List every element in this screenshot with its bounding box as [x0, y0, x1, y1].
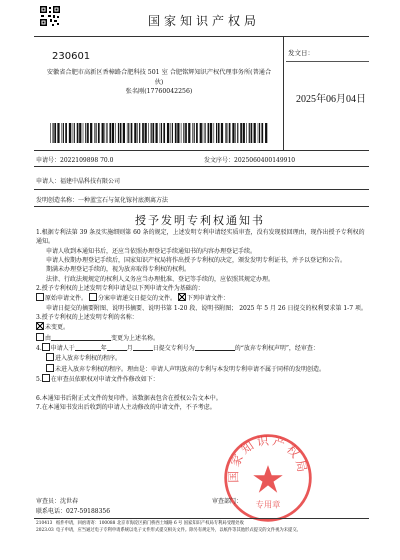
notice-title: 授予发明专利权通知书 — [135, 214, 265, 227]
applicant — [36, 176, 120, 185]
footer-divider — [34, 518, 369, 519]
checkbox-following-docs[interactable] — [178, 293, 186, 301]
svg-text:国家知识产权局: 国家知识产权局 — [226, 433, 310, 483]
checkbox-name-changed[interactable] — [36, 333, 44, 341]
postcode: 230601 — [52, 51, 91, 62]
notice-body — [36, 228, 370, 412]
review-department — [212, 497, 242, 507]
option-following-docs: 下列申请文件： — [186, 295, 229, 303]
checkbox-examiner-amend[interactable] — [42, 374, 50, 382]
clause-4b — [36, 364, 370, 374]
section-divider — [34, 206, 369, 207]
clause-7: 7.在本通知书发出后收到的申请人主动修改的申请文件，不予考虑。 — [36, 403, 216, 411]
form-version: 2023.03 — [36, 527, 54, 533]
clause-1d: 期满未办理登记手续的，视为放弃取得专利权的权利。 — [46, 266, 191, 274]
footer-note-2 — [36, 528, 376, 535]
applicant-label: 申请人： — [36, 178, 61, 185]
application-number-label: 申请号： — [36, 157, 61, 164]
examiner-info — [36, 497, 110, 517]
blank-field — [107, 344, 127, 351]
recipient-address-block — [44, 68, 274, 97]
blank-field — [195, 344, 235, 351]
checkbox-name-unchanged[interactable] — [36, 322, 44, 330]
spacer — [36, 385, 370, 394]
recipient-address: 安徽省合肥市高新区香樟路合肥科技 501 室 合肥铭辉知识产权代理事务所(普通合伙) — [46, 69, 272, 86]
clause-1b: 申请人收到本通知书后，还应当依照办理登记手续通知书的内容办理登记手续。 — [46, 247, 257, 255]
serial-number-label: 发文序号： — [204, 157, 235, 164]
clause-4-year: 年 — [100, 345, 107, 353]
review-department-label: 审查部门： — [212, 498, 243, 505]
checkbox-divisional-docs[interactable] — [89, 293, 97, 301]
clause-4: 4. 申请人于 年 月 日提交专利号为 的“放弃专利权声明”，经审查： — [36, 345, 319, 353]
issue-date-divider — [286, 61, 369, 62]
checkbox-original-docs[interactable] — [36, 293, 44, 301]
clause-2-doc-list: 申请日提交的摘要附图、说明书摘要、说明书第 1-20 段、说明书附图； 2025 年 5 月 26 日提交的权利要求第 1-7 项。 — [46, 304, 367, 312]
clause-4a — [36, 353, 370, 363]
option-waiver-not-entered: 未进入放弃专利权的程序。理由是：申请人声明放弃的专利与本发明专利申请不属于同样的发明创造。 — [55, 365, 326, 373]
checkbox-waiver[interactable] — [42, 343, 50, 351]
option-name-changed-suffix: 变更为上述名称。 — [111, 334, 160, 342]
footer-note-1-text: 纸件申请，回函请寄：100088 北京市海淀区蓟门桥西土城路 6 号 国家知识产权局专利局受理处收 — [56, 521, 244, 526]
blank-field — [75, 344, 101, 351]
qr-code-icon — [40, 6, 60, 26]
header-vertical-divider — [283, 36, 284, 151]
clause-1e: 法律、行政法规规定的权利人义务应当办理批准、登记等手续的，应依照其规定办理。 — [46, 275, 275, 283]
clause-6: 6.本通知书后附正式文件的复印件。该数据表包含在授权公告文本中。 — [36, 394, 222, 402]
clause-3a — [36, 322, 370, 332]
phone-value: 027-59188356 — [66, 508, 111, 515]
clause-3b — [36, 333, 370, 343]
section-divider — [34, 150, 369, 151]
option-name-unchanged: 未变更。 — [45, 324, 70, 332]
clause-3: 3.授予专利权的上述发明专利的名称： — [36, 314, 138, 322]
option-original-docs: 原始申请文件。 — [45, 295, 88, 303]
clause-4-month: 月 — [126, 345, 133, 353]
form-code: 210413 — [36, 521, 53, 526]
section-divider — [34, 189, 369, 190]
recipient-name: 张名刚(17760042256) — [125, 88, 193, 95]
application-number — [36, 155, 113, 164]
applicant-value: 福建中晶科技有限公司 — [60, 178, 121, 185]
section-divider — [34, 166, 369, 167]
checkbox-waiver-entered[interactable] — [46, 353, 54, 361]
examiner-value: 沈世春 — [60, 498, 79, 505]
invention-name-label: 发明创造名称： — [36, 197, 79, 204]
invention-name-value: 一种蓝宝石与氮化镓衬底测离方法 — [78, 197, 169, 204]
phone — [36, 507, 110, 517]
clause-4-prefix: 申请人于 — [50, 345, 75, 353]
examiner-label: 审查员： — [36, 498, 61, 505]
serial-number — [204, 155, 295, 164]
clause-4-day: 日提交专利号为 — [152, 345, 195, 353]
checkbox-waiver-not-entered[interactable] — [46, 364, 54, 372]
agency-title: 国家知识产权局 — [148, 14, 261, 28]
option-name-changed-prefix: 由 — [45, 334, 52, 342]
invention-name — [36, 195, 168, 204]
examiner — [36, 497, 110, 507]
footer-notes — [36, 521, 376, 534]
phone-label: 联系电话： — [36, 508, 67, 515]
clause-4-suffix: 的“放弃专利权声明”，经审查： — [234, 345, 319, 353]
clause-1: 1.根据专利法第 39 条及实施细则第 60 条的规定，上述发明专利申请经实质审查，没有发现驳回理由，现作出授予专利权的通知。 — [36, 229, 365, 246]
option-waiver-entered: 进入放弃专利权的程序。 — [55, 355, 122, 363]
footer-note-2-text: 电子申请，应当通过电子专利申请系统以电子文件形式提交相关文件。除另有规定外，以纸件等其他形式提交的文件视为未提交。 — [56, 527, 301, 533]
barcode-icon — [50, 123, 270, 143]
blank-field — [51, 334, 111, 341]
option-examiner-amend: 在审查员依职权对申请文件作修改如下： — [50, 376, 159, 384]
official-seal-icon — [222, 432, 314, 524]
option-divisional-docs: 分案申请递交日提交的文件。 — [97, 295, 176, 303]
issue-date-label: 发文日： — [288, 49, 314, 57]
clause-5: 5. 在审查员依职权对申请文件作修改如下： — [36, 376, 159, 384]
blank-field — [133, 344, 153, 351]
svg-text:专用章: 专用章 — [255, 499, 281, 510]
serial-number-value: 2025060400149910 — [234, 157, 296, 164]
header-divider — [34, 36, 369, 37]
application-number-value: 2022109898 70.0 — [60, 157, 114, 164]
clause-1c: 申请人按期办理登记手续后，国家知识产权局将作出授予专利权的决定，颁发发明专利证书，并予以登记和公告。 — [46, 257, 347, 265]
clause-2: 2.授予专利权的上述发明专利申请是以下列申请文件为基础的： — [36, 285, 204, 293]
clause-2-options — [36, 293, 370, 303]
issue-date: 2025年06月04日 — [296, 94, 366, 105]
